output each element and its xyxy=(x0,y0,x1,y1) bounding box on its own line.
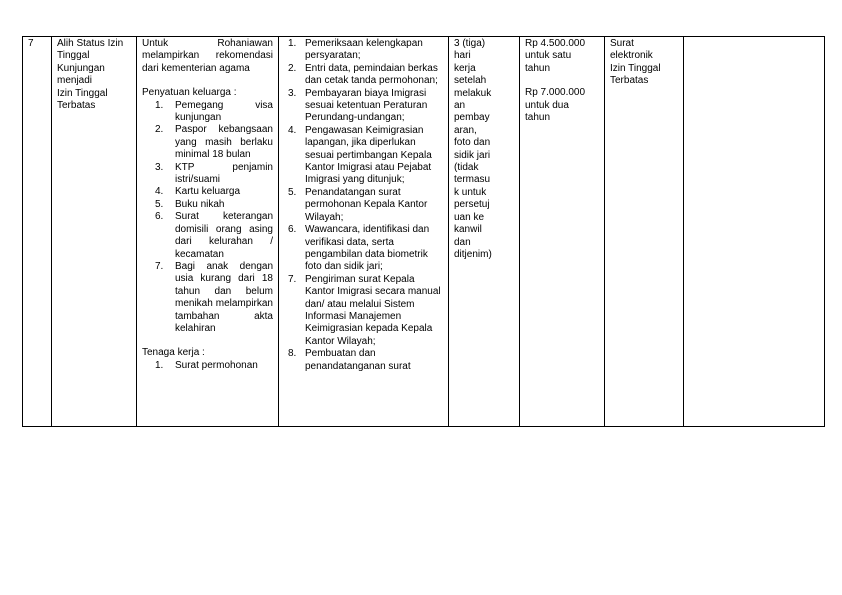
service-name-cell xyxy=(52,37,137,427)
service-name-line: Izin Tinggal xyxy=(57,87,108,99)
requirements-intro: Untuk Rohaniawan melampirkan rekomendasi dari kementerian agama xyxy=(142,38,273,74)
cost-line: tahun xyxy=(525,62,551,74)
cost-line xyxy=(525,75,599,87)
work-heading: Tenaga kerja : xyxy=(142,347,205,359)
cost-line: untuk dua xyxy=(525,99,569,111)
duration-line: kanwil xyxy=(454,224,482,236)
list-item xyxy=(284,274,443,348)
list-item xyxy=(284,63,443,88)
service-name-line: Tinggal xyxy=(57,50,90,62)
family-heading: Penyatuan keluarga : xyxy=(142,87,237,99)
duration-line: ditjenim) xyxy=(454,248,492,260)
duration-line: foto dan xyxy=(454,137,491,149)
notes-cell xyxy=(684,37,825,427)
cost-line: tahun xyxy=(525,112,551,124)
duration-line: an xyxy=(454,100,466,112)
cost-line: untuk satu xyxy=(525,50,572,62)
list-item-number: 3. xyxy=(155,161,164,173)
list-item-number: 4. xyxy=(288,124,297,136)
list-item-number: 5. xyxy=(288,186,297,198)
list-item-text: Surat keterangan domisili orang asing dari kelurahan / kecamatan xyxy=(175,211,273,260)
list-item-number: 8. xyxy=(288,348,297,360)
duration-line: 3 (tiga) xyxy=(454,38,486,49)
list-item xyxy=(142,186,273,198)
list-item-number: 2. xyxy=(155,124,164,136)
duration-line: setelah xyxy=(454,75,487,87)
list-item xyxy=(284,125,443,187)
list-item-text: Pengiriman surat Kepala Kantor Imigrasi secara manual dan/ atau melalui Sistem Informasi Manajemen Keimigrasian kepada Kepala Kantor Wilayah; xyxy=(305,273,441,347)
list-item xyxy=(284,224,443,274)
list-item-text: Pemeriksaan kelengkapan persyaratan; xyxy=(305,38,423,62)
cost-line: Rp 7.000.000 xyxy=(525,87,586,99)
list-item-number: 4. xyxy=(155,186,164,198)
service-name-line: menjadi xyxy=(57,75,93,87)
requirements-cell xyxy=(137,37,279,427)
list-item-text: Pemegang visa kunjungan xyxy=(175,99,273,124)
service-table xyxy=(22,36,825,427)
list-item-number: 6. xyxy=(155,211,164,223)
list-item xyxy=(142,261,273,335)
duration-line: aran, xyxy=(454,124,477,136)
list-item xyxy=(142,199,273,211)
output-cell xyxy=(605,37,684,427)
list-item-text: Pembuatan dan penandatanganan surat xyxy=(305,348,411,372)
list-item-text: Penandatangan surat permohonan Kepala Kantor Wilayah; xyxy=(305,186,428,223)
list-item xyxy=(284,187,443,224)
list-item-number: 1. xyxy=(288,38,297,49)
row-number-cell xyxy=(23,37,52,427)
duration-line: termasu xyxy=(454,174,491,186)
list-item-number: 7. xyxy=(288,273,297,285)
duration-line: uan ke xyxy=(454,211,485,223)
duration-line: hari xyxy=(454,50,471,62)
list-item-text: Kartu keluarga xyxy=(175,186,241,198)
list-item-text: Buku nikah xyxy=(175,198,225,210)
list-item xyxy=(142,124,273,161)
duration-line: k untuk xyxy=(454,186,487,198)
list-item-text: Bagi anak dengan usia kurang dari 18 tahun dan belum menikah melampirkan tambahan akta kelahiran xyxy=(175,260,273,334)
duration-cell xyxy=(449,37,520,427)
list-item-number: 2. xyxy=(288,62,297,74)
list-item-number: 7. xyxy=(155,260,164,272)
output-line: elektronik xyxy=(610,50,653,62)
list-item-number: 3. xyxy=(288,87,297,99)
output-line: Terbatas xyxy=(610,75,649,87)
list-item-text: Entri data, pemindaian berkas dan cetak tanda permohonan; xyxy=(305,62,438,87)
duration-line: pembay xyxy=(454,112,490,124)
duration-line: kerja xyxy=(454,62,476,74)
work-requirements-list xyxy=(142,360,273,372)
list-item-text: Wawancara, identifikasi dan verifikasi data, serta pengambilan data biometrik foto dan sidik jari; xyxy=(305,224,430,273)
list-item-number: 6. xyxy=(288,224,297,236)
list-item-number: 1. xyxy=(155,359,164,371)
duration-line: persetuj xyxy=(454,199,490,211)
list-item xyxy=(142,162,273,187)
row-number: 7 xyxy=(28,38,34,49)
list-item-number: 1. xyxy=(155,99,164,111)
list-item-text: Pengawasan Keimigrasian lapangan, jika diperlukan sesuai pertimbangan Kepala Kantor Imigrasi atau Pejabat Imigrasi yang ditunjuk; xyxy=(305,124,432,186)
list-item xyxy=(284,88,443,125)
list-item xyxy=(142,360,273,372)
duration-line: sidik jari xyxy=(454,149,491,161)
list-item xyxy=(142,100,273,125)
list-item-text: Surat permohonan xyxy=(175,359,258,371)
output-line: Surat xyxy=(610,38,634,49)
procedure-cell xyxy=(279,37,449,427)
service-name-line: Terbatas xyxy=(57,100,96,112)
list-item xyxy=(284,348,443,373)
list-item xyxy=(142,211,273,261)
duration-line: dan xyxy=(454,236,471,248)
service-name-line: Alih Status Izin xyxy=(57,38,124,49)
service-name-line: Kunjungan xyxy=(57,62,105,74)
duration-line: (tidak xyxy=(454,162,479,174)
list-item-text: Pembayaran biaya Imigrasi sesuai ketentuan Peraturan Perundang-undangan; xyxy=(305,87,428,124)
list-item-number: 5. xyxy=(155,198,164,210)
list-item-text: Paspor kebangsaan yang masih berlaku minimal 18 bulan xyxy=(175,124,273,161)
family-requirements-list xyxy=(142,100,273,336)
output-line: Izin Tinggal xyxy=(610,62,661,74)
cost-line: Rp 4.500.000 xyxy=(525,38,586,49)
duration-line: melakuk xyxy=(454,87,492,99)
list-item xyxy=(284,38,443,63)
procedure-list xyxy=(284,38,443,373)
cost-cell xyxy=(520,37,605,427)
list-item-text: KTP penjamin istri/suami xyxy=(175,161,273,186)
table-row xyxy=(23,37,825,427)
